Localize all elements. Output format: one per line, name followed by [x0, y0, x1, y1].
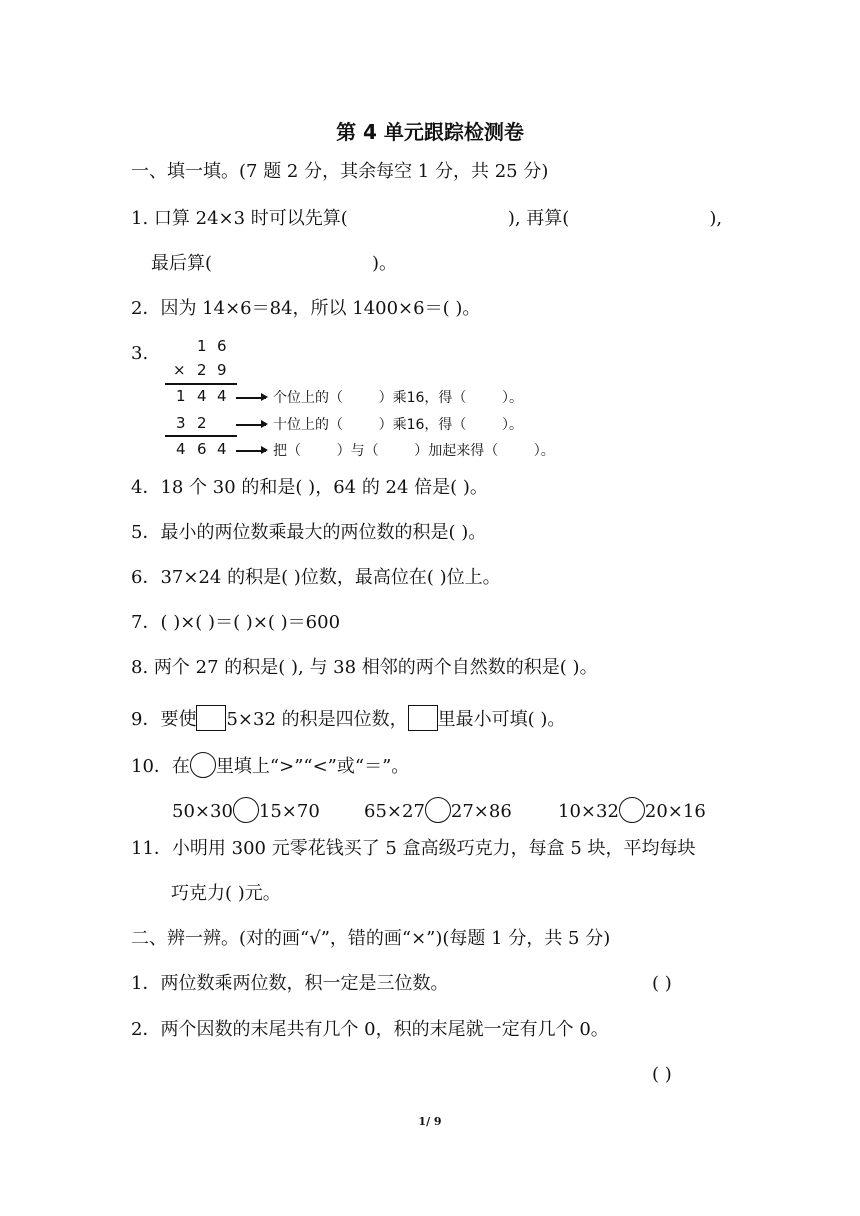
rule-line — [165, 383, 237, 385]
q10-text-a: 10．在 — [131, 756, 190, 777]
question-11-line2: 巧克力( )元。 — [171, 883, 281, 904]
question-4: 4．18 个 30 的和是( )，64 的 24 倍是( )。 — [131, 477, 488, 498]
question-3-number: 3. — [131, 343, 149, 364]
circle-icon — [190, 752, 216, 778]
digit: 4 — [217, 387, 227, 405]
digit: 4 — [217, 440, 227, 458]
answer-box[interactable] — [408, 705, 438, 731]
arrow-icon — [236, 424, 266, 426]
digit: 6 — [217, 337, 227, 355]
compare-circle[interactable] — [619, 797, 645, 823]
q1-text-a: 1. 口算 24×3 时可以先算( — [131, 208, 348, 229]
question-7: 7．( )×( )＝( )×( )＝600 — [131, 612, 341, 633]
compare-right: 15×70 — [258, 801, 320, 822]
compare-circle[interactable] — [425, 797, 451, 823]
q1-text-d: 最后算( — [151, 253, 213, 274]
compare-left: 10×32 — [558, 801, 619, 822]
rule-line — [165, 435, 237, 437]
compare-item-1 — [172, 797, 320, 823]
answer-box[interactable] — [196, 705, 226, 731]
section1-heading: 一、填一填。(7 题 2 分，其余每空 1 分，共 25 分) — [131, 161, 549, 182]
compare-right: 27×86 — [450, 801, 512, 822]
times-sign: × — [173, 361, 186, 379]
judge-answer-2[interactable]: ( ) — [652, 1064, 672, 1085]
digit: 9 — [217, 361, 227, 379]
question-1-line2 — [151, 253, 397, 275]
note-3: 把（ ）与（ ）加起来得（ ）。 — [273, 443, 555, 459]
digit: 2 — [197, 361, 207, 379]
q9-text-a: 9．要使 — [131, 709, 197, 730]
compare-item-2 — [364, 797, 512, 823]
note-1: 个位上的（ ）乘16，得（ ）。 — [273, 390, 524, 406]
question-9 — [131, 705, 565, 731]
q1-text-c: ), — [709, 208, 723, 229]
compare-left: 65×27 — [364, 801, 425, 822]
compare-right: 20×16 — [644, 801, 706, 822]
digit: 1 — [176, 387, 186, 405]
judge-answer-1[interactable]: ( ) — [652, 973, 672, 994]
digit: 3 — [176, 414, 186, 432]
question-2: 2．因为 14×6＝84，所以 1400×6＝( )。 — [131, 298, 481, 319]
q1-text-e: )。 — [372, 253, 398, 274]
question-8: 8. 两个 27 的积是( ), 与 38 相邻的两个自然数的积是( )。 — [131, 657, 598, 678]
question-6: 6．37×24 的积是( )位数，最高位在( )位上。 — [131, 567, 501, 588]
question-1-line1 — [131, 208, 722, 230]
question-5: 5．最小的两位数乘最大的两位数的积是( )。 — [131, 522, 487, 543]
compare-circle[interactable] — [233, 797, 259, 823]
q9-text-c: 里最小可填( )。 — [437, 709, 566, 730]
vertical-multiplication — [163, 337, 623, 462]
question-11-line1: 11．小明用 300 元零花钱买了 5 盒高级巧克力，每盒 5 块，平均每块 — [131, 838, 696, 859]
compare-left: 50×30 — [172, 801, 233, 822]
q1-text-b: ), 再算( — [507, 208, 570, 229]
q9-text-b: 5×32 的积是四位数， — [226, 709, 408, 730]
section2-heading: 二、辨一辨。(对的画“√”，错的画“×”)(每题 1 分，共 5 分) — [131, 928, 611, 949]
question-10 — [131, 752, 409, 778]
digit: 2 — [197, 414, 207, 432]
arrow-icon — [236, 397, 266, 399]
judge-question-1: 1．两位数乘两位数，积一定是三位数。 — [131, 973, 449, 994]
digit: 4 — [176, 440, 186, 458]
digit: 1 — [197, 337, 207, 355]
arrow-icon — [236, 450, 266, 452]
digit: 4 — [197, 387, 207, 405]
q10-text-b: 里填上“>”“<”或“＝”。 — [215, 756, 410, 777]
note-2: 十位上的（ ）乘16，得（ ）。 — [273, 417, 524, 433]
page-title: 第 4 单元跟踪检测卷 — [336, 120, 524, 144]
compare-item-3 — [558, 797, 706, 823]
judge-question-2: 2．两个因数的末尾共有几个 0，积的末尾就一定有几个 0。 — [131, 1019, 609, 1040]
digit: 6 — [197, 440, 207, 458]
page-number: 1/ 9 — [418, 1115, 442, 1128]
